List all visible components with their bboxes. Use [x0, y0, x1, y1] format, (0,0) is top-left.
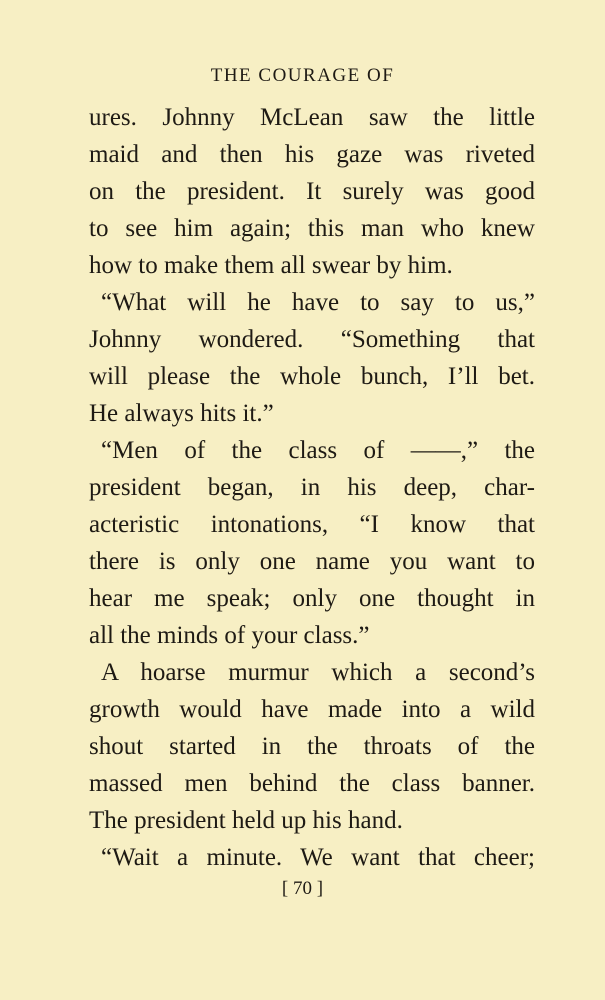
text-line: there is only one name you want to — [89, 548, 535, 575]
text-line: massed men behind the class banner. — [89, 770, 535, 797]
text-line: all the minds of your class.” — [89, 622, 370, 649]
text-line: Johnny wondered. “Something that — [89, 326, 535, 353]
body-text — [89, 99, 535, 876]
text-line: “Men of the class of ——,” the — [101, 437, 535, 464]
text-line: shout started in the throats of the — [89, 733, 535, 760]
text-line: “Wait a minute. We want that cheer; — [101, 844, 535, 871]
text-line: acteristic intonations, “I know that — [89, 511, 535, 538]
text-line: “What will he have to say to us,” — [101, 289, 535, 316]
running-head: THE COURAGE OF — [210, 65, 395, 86]
text-line: on the president. It surely was good — [89, 178, 535, 205]
page-number: [ 70 ] — [281, 878, 324, 899]
text-line: to see him again; this man who knew — [89, 215, 535, 242]
text-line: maid and then his gaze was riveted — [89, 141, 535, 168]
text-line: ures. Johnny McLean saw the little — [89, 104, 535, 131]
text-line: A hoarse murmur which a second’s — [101, 659, 535, 686]
text-line: He always hits it.” — [89, 400, 274, 427]
text-line: will please the whole bunch, I’ll bet. — [89, 363, 535, 390]
text-line: president began, in his deep, char- — [89, 474, 535, 501]
text-line: how to make them all swear by him. — [89, 252, 453, 279]
text-line: hear me speak; only one thought in — [89, 585, 535, 612]
text-line: growth would have made into a wild — [89, 696, 535, 723]
text-line: The president held up his hand. — [89, 807, 403, 834]
